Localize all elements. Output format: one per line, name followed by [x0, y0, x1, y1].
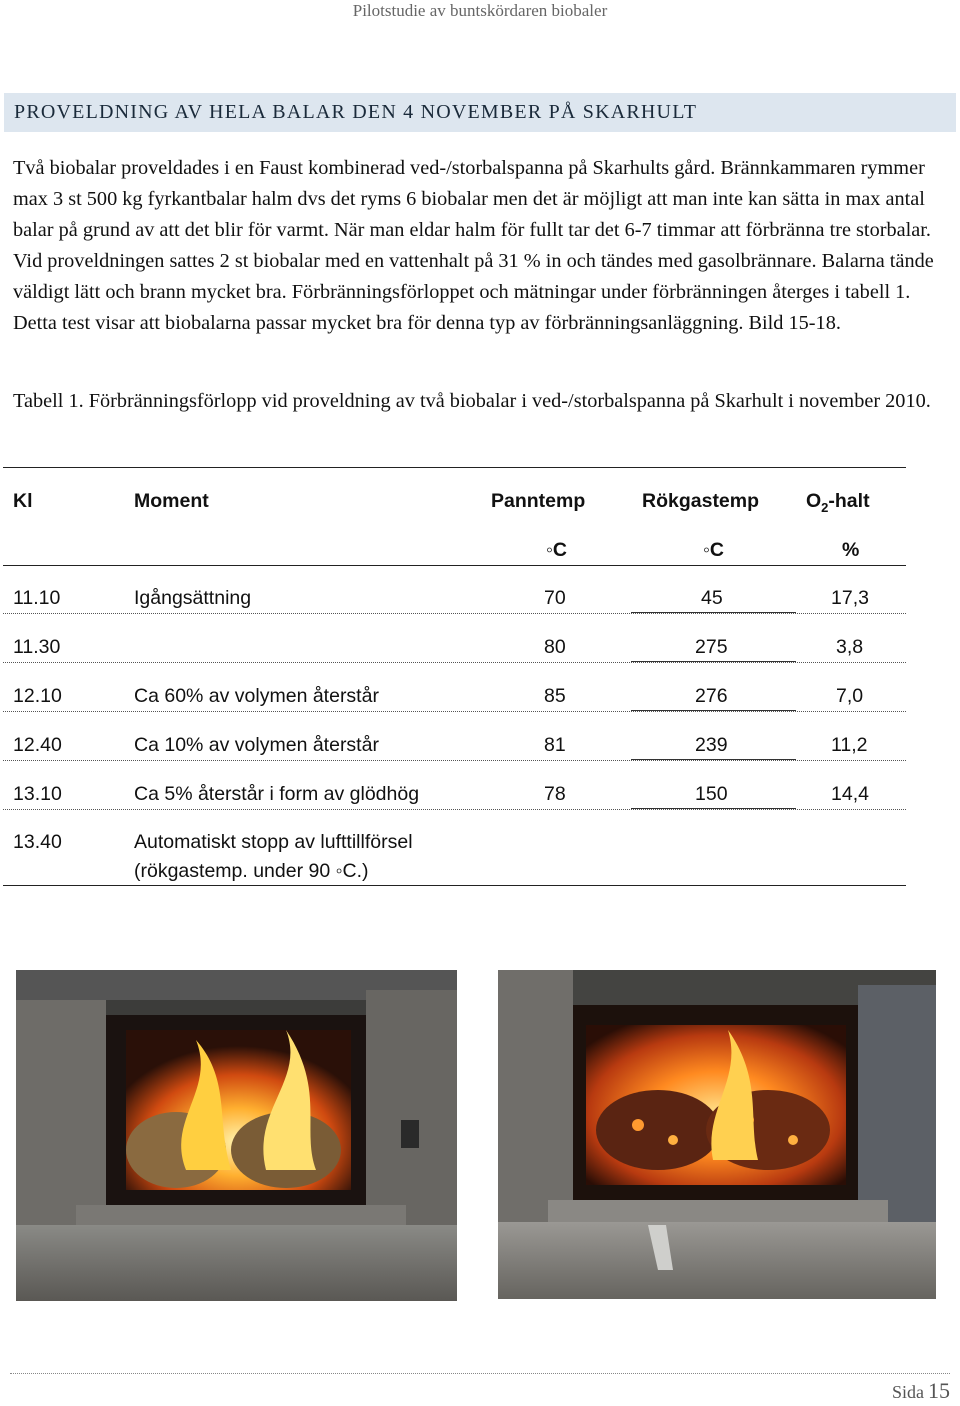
- row-4-moment: Ca 10% av volymen återstår: [134, 734, 379, 756]
- row-4-panntemp: 81: [544, 734, 566, 756]
- unit-panntemp: ◦C: [546, 539, 567, 561]
- row-5-moment: Ca 5% återstår i form av glödhög: [134, 783, 420, 805]
- header-bottom-rule: [3, 565, 906, 566]
- flames-photo-illustration: [16, 970, 457, 1301]
- row-4-kl: 12.40: [13, 734, 62, 756]
- row-2-kl: 11.30: [13, 636, 61, 658]
- row-5-rule: [3, 809, 906, 810]
- running-head: Pilotstudie av buntskördaren biobaler: [352, 1, 608, 20]
- row-2-rule: [3, 662, 906, 663]
- row-5-kl: 13.10: [13, 783, 62, 805]
- header-rokgastemp: Rökgastemp: [642, 490, 760, 512]
- row-5-rokgastemp: 150: [695, 783, 728, 805]
- page-number-label: [892, 1378, 950, 1404]
- row-4-rule: [3, 760, 906, 761]
- row-4-rokgastemp: 239: [695, 734, 728, 756]
- row-3-rule-mid: [631, 710, 796, 711]
- row-5-rule-mid: [631, 808, 796, 809]
- body-paragraph: Två biobalar proveldades i en Faust kombinerad ved-/storbalspanna på Skarhults gård. Brännkammaren rymmer max 3 st 500 kg fyrkantbalar halm dvs det ryms 6 biobalar men det är möjligt att man inte kan sätta in max antal balar på grund av att det blir för varmt. När man eldar halm för fullt tar det 6-7 timmar att förbränna tre storbalar. Vid proveldningen sattes 2 st biobalar med en vattenhalt på 31 % in och tändes med gasolbrännare. Balarna tände väldigt lätt och brann mycket bra. Förbränningsförloppet och mätningar under förbränningen återges i tabell 1. Detta test visar att biobalarna passar mycket bra för denna typ av förbränningsanläggning. Bild 15-18.: [13, 157, 934, 334]
- footer-rule: [10, 1373, 950, 1374]
- page-number: 15: [928, 1378, 950, 1403]
- boiler-door-flames-photo: [16, 970, 457, 1301]
- row-1-rule: [3, 613, 906, 614]
- unit-rokgastemp: ◦C: [703, 539, 724, 561]
- row-6-moment-line1: Automatiskt stopp av lufttillförsel: [134, 831, 413, 853]
- row-5-panntemp: 78: [544, 783, 566, 805]
- row-1-panntemp: 70: [544, 587, 566, 609]
- header-kl: Kl: [13, 490, 33, 512]
- row-4-o2: 11,2: [831, 734, 868, 756]
- table-caption: Tabell 1. Förbränningsförlopp vid proveldning av två biobalar i ved-/storbalspanna på Skarhult i november 2010.: [13, 390, 931, 412]
- row-6-moment-line2: (rökgastemp. under 90 ◦C.): [134, 860, 369, 882]
- row-1-rule-mid: [631, 612, 796, 613]
- page-footer: [0, 1370, 960, 1406]
- row-6-kl: 13.40: [13, 831, 62, 853]
- header-o2-halt: [806, 490, 870, 515]
- row-2-rule-mid: [631, 661, 796, 662]
- header-o2-suffix: -halt: [828, 490, 870, 512]
- row-3-moment: Ca 60% av volymen återstår: [134, 685, 379, 707]
- boiler-door-embers-photo: [498, 970, 936, 1299]
- row-2-rokgastemp: 275: [695, 636, 728, 658]
- header-moment: Moment: [134, 490, 209, 512]
- row-3-panntemp: 85: [544, 685, 566, 707]
- row-3-rule: [3, 711, 906, 712]
- row-3-rokgastemp: 276: [695, 685, 728, 707]
- row-2-o2: 3,8: [836, 636, 864, 658]
- combustion-table: [3, 466, 906, 886]
- embers-photo-illustration: [498, 970, 936, 1299]
- unit-o2: %: [842, 539, 860, 561]
- table-bottom-rule: [3, 885, 906, 886]
- row-1-o2: 17,3: [831, 587, 869, 609]
- row-4-rule-mid: [631, 759, 796, 760]
- row-2-panntemp: 80: [544, 636, 566, 658]
- row-1-rokgastemp: 45: [701, 587, 723, 609]
- header-o2-subscript: 2: [821, 499, 829, 515]
- row-5-o2: 14,4: [831, 783, 869, 805]
- header-panntemp: Panntemp: [491, 490, 586, 512]
- row-3-o2: 7,0: [836, 685, 864, 707]
- table-top-rule: [3, 467, 906, 468]
- row-1-kl: 11.10: [13, 587, 61, 609]
- row-3-kl: 12.10: [13, 685, 62, 707]
- page-word: Sida: [891, 1382, 924, 1402]
- header-o2-letter: O: [806, 490, 822, 512]
- row-1-moment: Igångsättning: [134, 587, 252, 609]
- section-heading: PROVELDNING AV HELA BALAR DEN 4 NOVEMBER PÅ SKARHULT: [4, 93, 956, 132]
